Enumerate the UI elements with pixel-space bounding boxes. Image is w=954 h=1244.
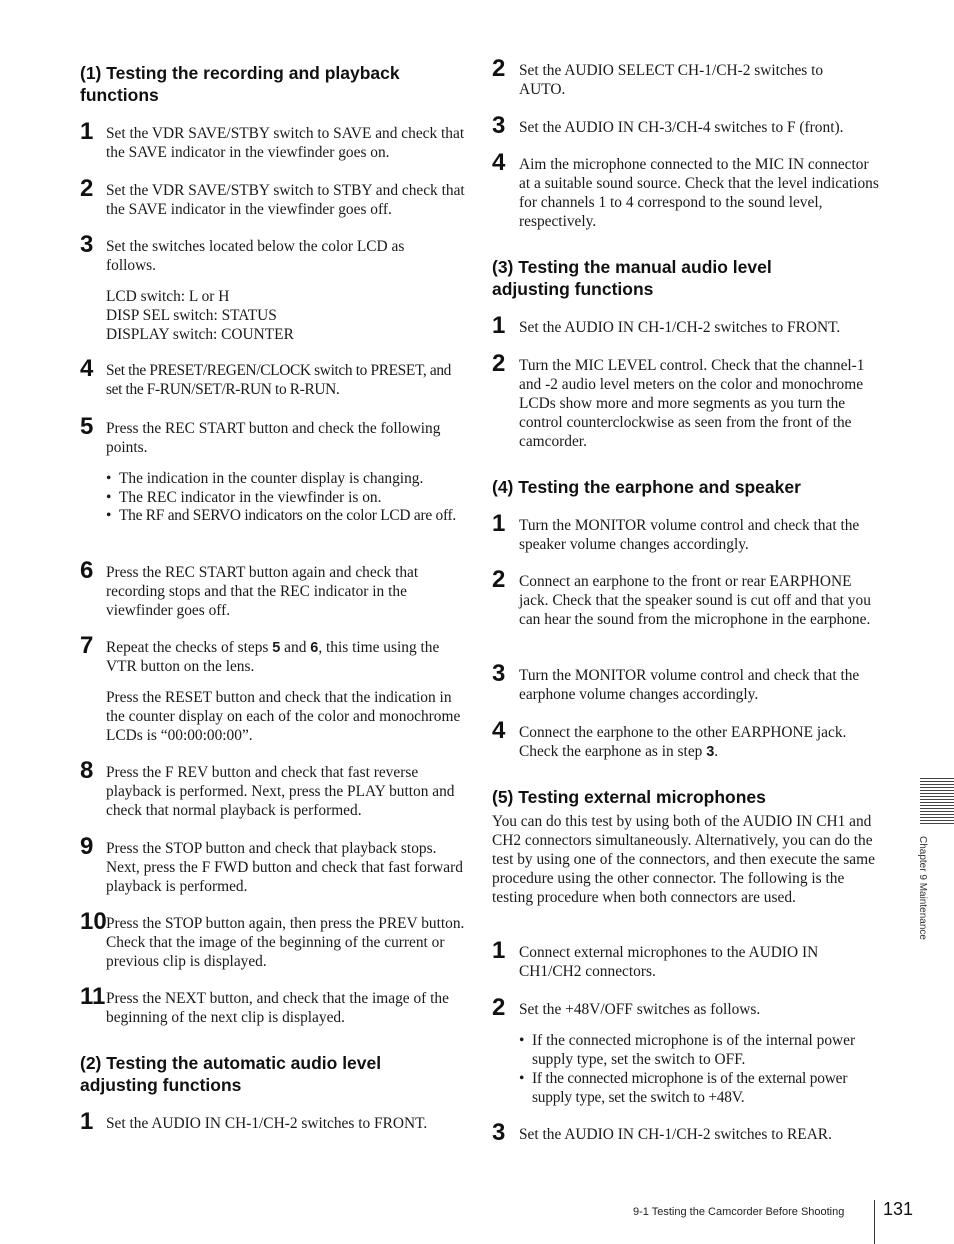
step-text: Turn the MONITOR volume control and check that the earphone volume changes accordingly.: [519, 667, 860, 703]
step-number: 3: [492, 1119, 506, 1146]
step-reference: 5: [272, 640, 281, 656]
section-heading-2: (2) Testing the automatic audio level adjusting functions: [80, 1053, 382, 1095]
step-number: 2: [492, 566, 506, 593]
step-text: Connect an earphone to the front or rear EARPHONE jack. Check that the speaker sound is cut off and that you can hear the sound from the microphone in the earphone.: [519, 573, 871, 628]
switch-setting-display: DISPLAY switch: COUNTER: [106, 326, 294, 343]
step-number: 2: [80, 175, 94, 202]
bullet-text: If the connected microphone is of the external power supply type, set the switch to +48V.: [532, 1070, 848, 1106]
step-text-part: Connect the earphone to the other EARPHONE jack. Check the earphone as in step: [519, 724, 847, 760]
step-number: 5: [80, 413, 94, 440]
step-text: [106, 639, 466, 677]
step-text: Press the STOP button again, then press the PREV button. Check that the image of the beginning of the current or previous clip is displayed.: [106, 915, 465, 970]
step-number: 2: [492, 994, 506, 1021]
switch-setting-lcd: LCD switch: L or H: [106, 288, 230, 305]
section-heading-5: (5) Testing external microphones: [492, 787, 766, 807]
step-number: 8: [80, 757, 94, 784]
section-intro: You can do this test by using both of the AUDIO IN CH1 and CH2 connectors simultaneously. Alternatively, you can do the test by using one of the connectors, and then execute the same procedure using the other connector. The following is the testing procedure when both connectors are used.: [492, 813, 875, 906]
step-text: Aim the microphone connected to the MIC IN connector at a suitable sound source. Check that the level indications for channels 1 to 4 correspond to the sound level, respectively.: [519, 156, 879, 230]
step-number: 1: [492, 937, 506, 964]
step-reference: 6: [310, 640, 319, 656]
chapter-tab-label: Chapter 9 Maintenance: [917, 836, 928, 940]
step-number: 4: [492, 717, 506, 744]
step-text: Connect external microphones to the AUDIO IN CH1/CH2 connectors.: [519, 944, 819, 980]
bullet-item: [519, 1070, 879, 1108]
section-heading-1: (1) Testing the recording and playback functions: [80, 63, 400, 105]
step-text: Press the REC START button and check the following points.: [106, 420, 441, 456]
bullet-marker: •: [519, 1070, 525, 1087]
step-number: 3: [492, 112, 506, 139]
switch-setting-disp-sel: DISP SEL switch: STATUS: [106, 307, 277, 324]
step-text-part: Repeat the checks of steps: [106, 639, 273, 656]
section-heading-4: (4) Testing the earphone and speaker: [492, 477, 801, 497]
step-number: 6: [80, 557, 94, 584]
bullet-item: [106, 507, 466, 526]
step-number: 2: [492, 350, 506, 377]
step-number: 4: [492, 149, 506, 176]
bullet-text: If the connected microphone is of the internal power supply type, set the switch to OFF.: [532, 1032, 856, 1068]
step-number: 1: [80, 118, 94, 145]
bullet-marker: •: [106, 507, 112, 524]
step-text: Set the PRESET/REGEN/CLOCK switch to PRESET, and set the F-RUN/SET/R-RUN to R-RUN.: [106, 362, 452, 398]
step-number: 11: [80, 983, 106, 1010]
bullet-text: The indication in the counter display is changing.: [119, 470, 424, 487]
step-text: Turn the MIC LEVEL control. Check that the channel-1 and -2 audio level meters on the color and monochrome LCDs show more and more segments as you turn the control counterclockwise as seen from the front of the camcorder.: [519, 357, 865, 450]
step-number: 3: [80, 231, 94, 258]
step-text-part: .: [714, 742, 719, 760]
step-text: Press the NEXT button, and check that the image of the beginning of the next clip is displayed.: [106, 990, 449, 1026]
step-text: Press the F REV button and check that fast reverse playback is performed. Next, press the PLAY button and check that normal playback is performed.: [106, 764, 455, 819]
step-text: Set the switches located below the color LCD as follows.: [106, 238, 405, 274]
bullet-text: The RF and SERVO indicators on the color LCD are off.: [119, 507, 457, 524]
bullet-item: [106, 470, 466, 489]
step-text: Turn the MONITOR volume control and check that the speaker volume changes accordingly.: [519, 517, 860, 553]
step-text: Set the AUDIO IN CH-3/CH-4 switches to F (front).: [519, 119, 844, 136]
bullet-text: The REC indicator in the viewfinder is on.: [119, 489, 382, 506]
step-reference: 3: [706, 743, 715, 760]
step-number: 2: [492, 55, 506, 82]
step-number: 4: [80, 355, 94, 382]
step-text: Press the REC START button again and check that recording stops and that the REC indicator in the viewfinder goes off.: [106, 564, 419, 619]
bullet-item: [519, 1032, 879, 1070]
step-number: 9: [80, 833, 94, 860]
step-text: Press the STOP button and check that playback stops. Next, press the F FWD button and check that fast forward playback is performed.: [106, 840, 463, 895]
step-number: 1: [80, 1108, 94, 1135]
bullet-item: [106, 489, 466, 508]
section-heading-3: (3) Testing the manual audio level adjusting functions: [492, 257, 772, 299]
step-text-part: and: [280, 639, 311, 656]
bullet-marker: •: [519, 1032, 525, 1049]
step-text: Set the AUDIO SELECT CH-1/CH-2 switches to AUTO.: [519, 62, 824, 98]
bullet-marker: •: [106, 489, 112, 506]
step-number: 7: [80, 632, 94, 659]
step-number: 1: [492, 312, 506, 339]
chapter-tab-stripes: [920, 778, 954, 824]
page-number: 131: [883, 1199, 914, 1219]
step-number: 3: [492, 660, 506, 687]
step-paragraph: Press the RESET button and check that the indication in the counter display on each of the color and monochrome LCDs is “00:00:00:00”.: [106, 689, 461, 744]
step-text-part: , this time using the VTR button on the lens.: [106, 639, 440, 675]
bullet-marker: •: [106, 470, 112, 487]
step-text: Set the VDR SAVE/STBY switch to SAVE and check that the SAVE indicator in the viewfinder goes on.: [106, 125, 465, 161]
step-text: Set the VDR SAVE/STBY switch to STBY and check that the SAVE indicator in the viewfinder goes off.: [106, 182, 465, 218]
footer-section-title: 9-1 Testing the Camcorder Before Shooting: [633, 1206, 845, 1218]
step-text: Set the AUDIO IN CH-1/CH-2 switches to FRONT.: [519, 319, 841, 336]
step-number: 1: [492, 510, 506, 537]
step-text: [519, 724, 877, 762]
footer-divider: [874, 1200, 875, 1244]
step-text: Set the +48V/OFF switches as follows.: [519, 1001, 761, 1018]
step-text: Set the AUDIO IN CH-1/CH-2 switches to FRONT.: [106, 1115, 428, 1132]
step-number: 10: [80, 908, 107, 935]
step-text: Set the AUDIO IN CH-1/CH-2 switches to REAR.: [519, 1126, 832, 1143]
